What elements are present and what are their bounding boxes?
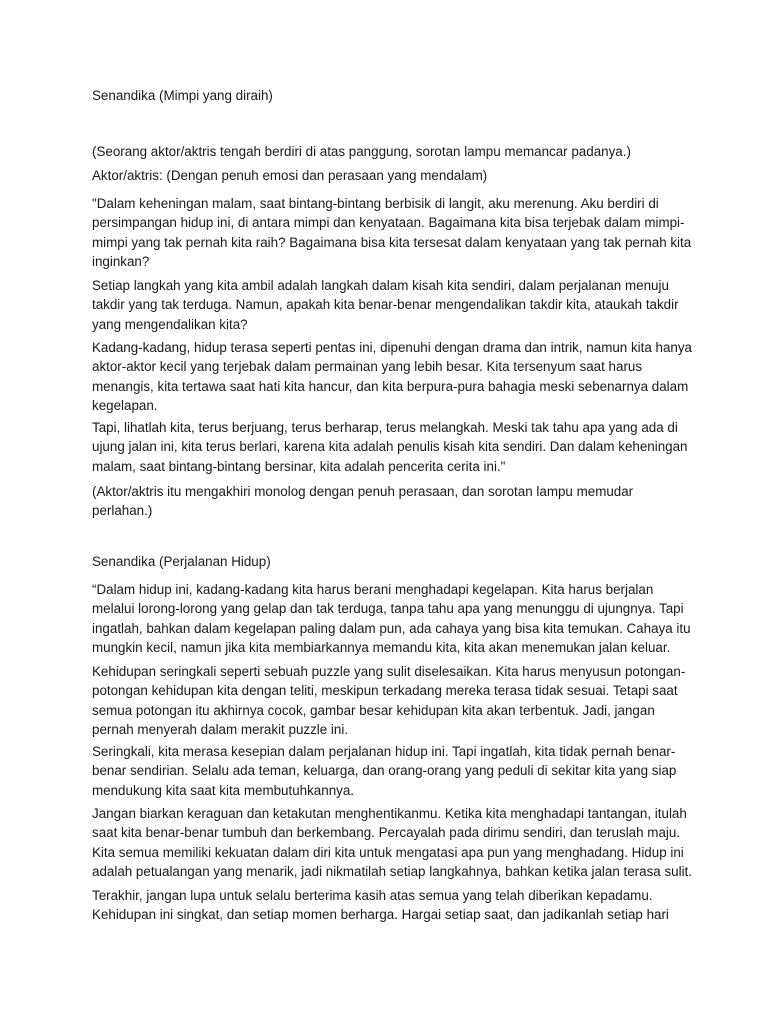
text-line: "Dalam keheningan malam, saat bintang-bintang berbisik di langit, aku merenung. Aku berdiri di [92, 196, 659, 211]
text-line: adalah petualangan yang menarik, jadi nikmatilah setiap langkahnya, bahkan ketika jalan terasa sulit. [92, 863, 692, 879]
stage-direction-close [92, 482, 676, 521]
text-line: aktor-aktor kecil yang terjebak dalam permainan yang lebih besar. Kita tersenyum saat harus [92, 359, 643, 375]
text-line: mendukung kita saat kita membutuhkannya. [92, 782, 355, 798]
reflection-paragraph-3 [92, 742, 676, 800]
text-line: potongan kehidupan kita dengan teliti, meskipun terkadang mereka terasa tidak sesuai. Tetapi saat [92, 683, 678, 699]
text-line: mungkin kecil, namun jika kita membiarkannya memandu kita, kita akan menemukan jalan keluar. [92, 639, 671, 655]
text-line: Aktor/aktris: (Dengan penuh emosi dan perasaan yang mendalam) [92, 168, 488, 183]
text-line: “Dalam hidup ini, kadang-kadang kita harus berani menghadapi kegelapan. Kita harus berjalan [92, 582, 654, 597]
text-line: Kehidupan ini singkat, dan setiap momen berharga. Hargai setiap saat, dan jadikanlah setiap hari [92, 907, 669, 923]
text-line: kegelapan. [92, 397, 158, 413]
text-line: (Seorang aktor/aktris tengah berdiri di atas panggung, sorotan lampu memancar padanya.) [92, 144, 631, 159]
text-line: pernah menyerah dalam merakit puzzle ini. [92, 721, 349, 737]
text-line: Kehidupan seringkali seperti sebuah puzzle yang sulit diselesaikan. Kita harus menyusun potongan- [92, 664, 686, 679]
text-line: mimpi yang tak pernah kita raih? Bagaimana bisa kita tersesat dalam kenyataan yang tak pernah kita [92, 234, 692, 250]
text-line: saat kita benar-benar tumbuh dan berkembang. Percayalah pada dirimu sendiri, dan teruslah maju. [92, 825, 681, 841]
text-line: Setiap langkah yang kita ambil adalah langkah dalam kisah kita sendiri, dalam perjalanan menuju [92, 278, 669, 293]
reflection-paragraph-4 [92, 804, 692, 881]
stage-direction-open [92, 142, 676, 161]
speaker-line [92, 166, 676, 185]
text-line: Kadang-kadang, hidup terasa seperti pentas ini, dipenuhi dengan drama dan intrik, namun kita hanya [92, 340, 693, 355]
text-line: inginkan? [92, 253, 150, 269]
section1-title: Senandika (Mimpi yang diraih) [92, 88, 273, 103]
reflection-paragraph-1 [92, 580, 691, 657]
text-line: ujung jalan ini, kita terus berlari, karena kita adalah penulis kisah kita sendiri. Dan dalam keheningan [92, 439, 688, 455]
monolog-paragraph-3 [92, 338, 693, 415]
text-line: Jangan biarkan keraguan dan ketakutan menghentikanmu. Ketika kita menghadapi tantangan, itulah [92, 806, 687, 821]
monolog-paragraph-2 [92, 276, 679, 334]
text-line: menangis, kita tertawa saat hati kita hancur, dan kita berpura-pura bahagia meski sebenarnya dalam [92, 378, 689, 394]
reflection-paragraph-5 [92, 886, 676, 925]
monolog-paragraph-4 [92, 418, 688, 476]
text-line: Seringkali, kita merasa kesepian dalam perjalanan hidup ini. Tapi ingatlah, kita tidak pernah benar- [92, 744, 676, 759]
document-page [92, 0, 693, 1024]
text-line: Terakhir, jangan lupa untuk selalu berterima kasih atas semua yang telah diberikan kepadamu. [92, 888, 653, 903]
text-line: (Aktor/aktris itu mengakhiri monolog dengan penuh perasaan, dan sorotan lampu memudar [92, 484, 634, 499]
text-line: perlahan.) [92, 503, 153, 519]
text-line: ingatlah, bahkan dalam kegelapan paling dalam pun, ada cahaya yang bisa kita temukan. Cahaya itu [92, 620, 691, 636]
text-line: benar sendirian. Selalu ada teman, keluarga, dan orang-orang yang peduli di sekitar kita yang siap [92, 763, 677, 779]
text-line: malam, saat bintang-bintang bersinar, kita adalah pencerita cerita ini." [92, 458, 506, 474]
text-line: Tapi, lihatlah kita, terus berjuang, terus berharap, terus melangkah. Meski tak tahu apa yang ada di [92, 420, 678, 435]
text-line: takdir yang tak terduga. Namun, apakah kita benar-benar mengendalikan takdir kita, ataukah takdir [92, 297, 679, 313]
text-line: semua potongan itu akhirnya cocok, gambar besar kehidupan kita akan terbentuk. Jadi, jangan [92, 702, 655, 718]
section2-title: Senandika (Perjalanan Hidup) [92, 554, 271, 569]
reflection-paragraph-2 [92, 662, 686, 739]
text-line: persimpangan hidup ini, di antara mimpi dan kenyataan. Bagaimana kita bisa terjebak dalam mimpi- [92, 215, 685, 231]
monolog-paragraph-1 [92, 194, 692, 271]
text-line: melalui lorong-lorong yang gelap dan tak terduga, tanpa tahu apa yang menunggu di ujungnya. Tapi [92, 601, 684, 617]
text-line: yang mengendalikan kita? [92, 316, 248, 332]
text-line: Kita semua memiliki kekuatan dalam diri kita untuk mengatasi apa pun yang menghadang. Hidup ini [92, 844, 684, 860]
